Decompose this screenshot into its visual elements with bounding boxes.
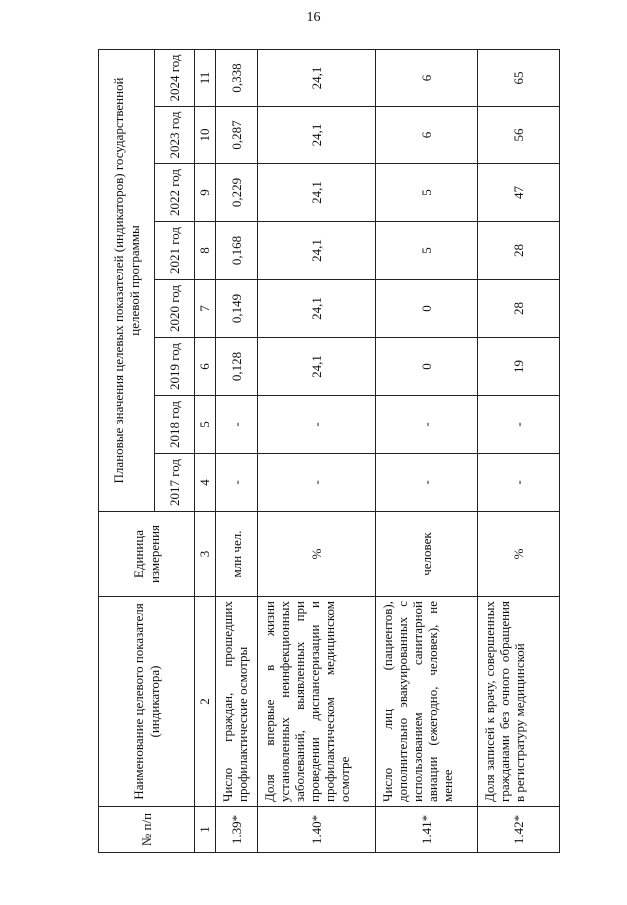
column-number: 6 xyxy=(195,338,216,396)
column-number: 1 xyxy=(195,807,216,853)
value-cell: 24,1 xyxy=(258,164,376,222)
header-row-1 xyxy=(99,49,155,852)
table-row xyxy=(478,49,560,852)
value-cell: 24,1 xyxy=(258,338,376,396)
column-number: 5 xyxy=(195,396,216,454)
value-cell: 5 xyxy=(376,164,478,222)
value-cell: - xyxy=(216,396,258,454)
header-year: 2020 год xyxy=(155,280,195,338)
value-cell: 24,1 xyxy=(258,280,376,338)
numbering-row xyxy=(195,49,216,852)
header-year: 2021 год xyxy=(155,222,195,280)
header-group-title: Плановые значения целевых показателей (индикаторов) государственной целевой программы xyxy=(99,49,155,511)
row-number: 1.42* xyxy=(478,807,560,853)
indicator-name: Число граждан, прошедших профилактические осмотры xyxy=(216,597,258,807)
value-cell: 6 xyxy=(376,49,478,106)
unit-cell: % xyxy=(478,512,560,597)
header-year: 2022 год xyxy=(155,164,195,222)
column-number: 3 xyxy=(195,512,216,597)
table-row xyxy=(258,49,376,852)
value-cell: - xyxy=(216,454,258,512)
value-cell: 65 xyxy=(478,49,560,106)
row-number: 1.40* xyxy=(258,807,376,853)
value-cell: 28 xyxy=(478,280,560,338)
value-cell: 0 xyxy=(376,338,478,396)
column-number: 2 xyxy=(195,597,216,807)
unit-cell: % xyxy=(258,512,376,597)
value-cell: - xyxy=(376,396,478,454)
value-cell: 0,149 xyxy=(216,280,258,338)
value-cell: 19 xyxy=(478,338,560,396)
value-cell: 0,229 xyxy=(216,164,258,222)
value-cell: 24,1 xyxy=(258,107,376,164)
value-cell: 6 xyxy=(376,107,478,164)
table-row xyxy=(376,49,478,852)
value-cell: 5 xyxy=(376,222,478,280)
indicator-name: Доля впервые в жизни установленных неинфекционных заболеваний, выявленных при проведении диспансеризации и профилактическом медицинском осмотре xyxy=(258,597,376,807)
column-number: 11 xyxy=(195,49,216,106)
value-cell: 0,168 xyxy=(216,222,258,280)
column-number: 10 xyxy=(195,107,216,164)
column-number: 7 xyxy=(195,280,216,338)
column-number: 4 xyxy=(195,454,216,512)
column-number: 8 xyxy=(195,222,216,280)
value-cell: 28 xyxy=(478,222,560,280)
value-cell: - xyxy=(258,454,376,512)
unit-cell: человек xyxy=(376,512,478,597)
row-number: 1.41* xyxy=(376,807,478,853)
indicator-name: Доля записей к врачу, совершенных гражданами без очного обращения в регистратуру медицинской xyxy=(478,597,560,807)
header-year: 2018 год xyxy=(155,396,195,454)
column-number: 9 xyxy=(195,164,216,222)
header-unit: Единица измерения xyxy=(99,512,195,597)
value-cell: - xyxy=(258,396,376,454)
value-cell: - xyxy=(376,454,478,512)
value-cell: 0,287 xyxy=(216,107,258,164)
page-number: 16 xyxy=(306,10,321,25)
indicator-name: Число лиц (пациентов), дополнительно эвакуированных с использованием санитарной авиации (ежегодно, человек), не менее xyxy=(376,597,478,807)
value-cell: 56 xyxy=(478,107,560,164)
header-no: № п/п xyxy=(99,807,195,853)
value-cell: - xyxy=(478,396,560,454)
row-number: 1.39* xyxy=(216,807,258,853)
value-cell: 47 xyxy=(478,164,560,222)
value-cell: 24,1 xyxy=(258,49,376,106)
header-name: Наименование целевого показателя (индикатора) xyxy=(99,597,195,807)
header-year: 2023 год xyxy=(155,107,195,164)
table-row xyxy=(216,49,258,852)
unit-cell: млн чел. xyxy=(216,512,258,597)
value-cell: 0 xyxy=(376,280,478,338)
indicators-table xyxy=(98,49,560,853)
header-year: 2019 год xyxy=(155,338,195,396)
header-year: 2024 год xyxy=(155,49,195,106)
rotated-table-container xyxy=(98,50,527,853)
value-cell: 0,338 xyxy=(216,49,258,106)
value-cell: 0,128 xyxy=(216,338,258,396)
value-cell: 24,1 xyxy=(258,222,376,280)
header-year: 2017 год xyxy=(155,454,195,512)
value-cell: - xyxy=(478,454,560,512)
